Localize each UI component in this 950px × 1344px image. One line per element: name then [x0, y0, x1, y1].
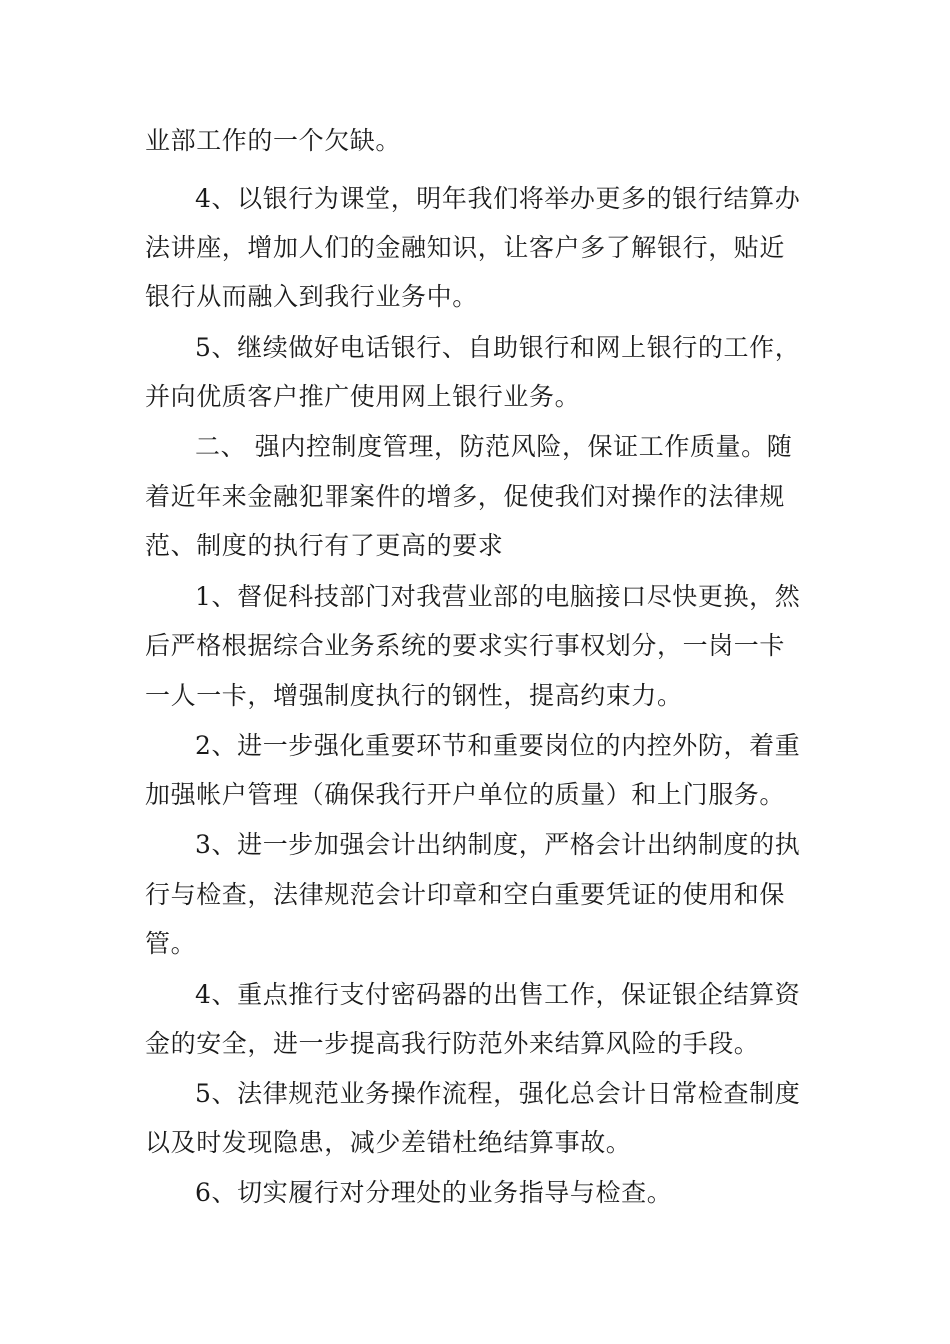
text-line: 金的安全，进一步提高我行防范外来结算风险的手段。: [145, 1029, 760, 1058]
text-line: 二、 强内控制度管理，防范风险，保证工作质量。随: [195, 432, 793, 461]
text-line: 以及时发现隐患，减少差错杜绝结算事故。: [145, 1128, 632, 1157]
text-line: 并向优质客户推广使用网上银行业务。: [145, 382, 581, 411]
text-line: 5、继续做好电话银行、自助银行和网上银行的工作，: [195, 333, 801, 362]
text-line: 银行从而融入到我行业务中。: [145, 282, 478, 311]
text-line: 着近年来金融犯罪案件的增多，促使我们对操作的法律规: [145, 482, 786, 511]
text-line: 4、以银行为课堂，明年我们将举办更多的银行结算办: [195, 184, 801, 213]
text-line: 加强帐户管理（确保我行开户单位的质量）和上门服务。: [145, 780, 786, 809]
text-line: 3、进一步加强会计出纳制度，严格会计出纳制度的执: [195, 830, 801, 859]
text-line: 法讲座，增加人们的金融知识，让客户多了解银行，贴近: [145, 233, 786, 262]
text-line: 4、重点推行支付密码器的出售工作，保证银企结算资: [195, 980, 801, 1009]
text-line: 5、法律规范业务操作流程，强化总会计日常检查制度: [195, 1079, 801, 1108]
text-line: 业部工作的一个欠缺。: [145, 126, 402, 155]
text-line: 一人一卡，增强制度执行的钢性，提高约束力。: [145, 681, 683, 710]
text-line: 范、制度的执行有了更高的要求: [145, 531, 504, 560]
text-line: 行与检查，法律规范会计印章和空白重要凭证的使用和保: [145, 880, 786, 909]
text-line: 1、督促科技部门对我营业部的电脑接口尽快更换，然: [195, 582, 801, 611]
text-line: 2、进一步强化重要环节和重要岗位的内控外防，着重: [195, 731, 801, 760]
text-line: 6、切实履行对分理处的业务指导与检查。: [195, 1178, 673, 1207]
text-line: 后严格根据综合业务系统的要求实行事权划分，一岗一卡: [145, 631, 786, 660]
text-line: 管。: [145, 929, 197, 958]
